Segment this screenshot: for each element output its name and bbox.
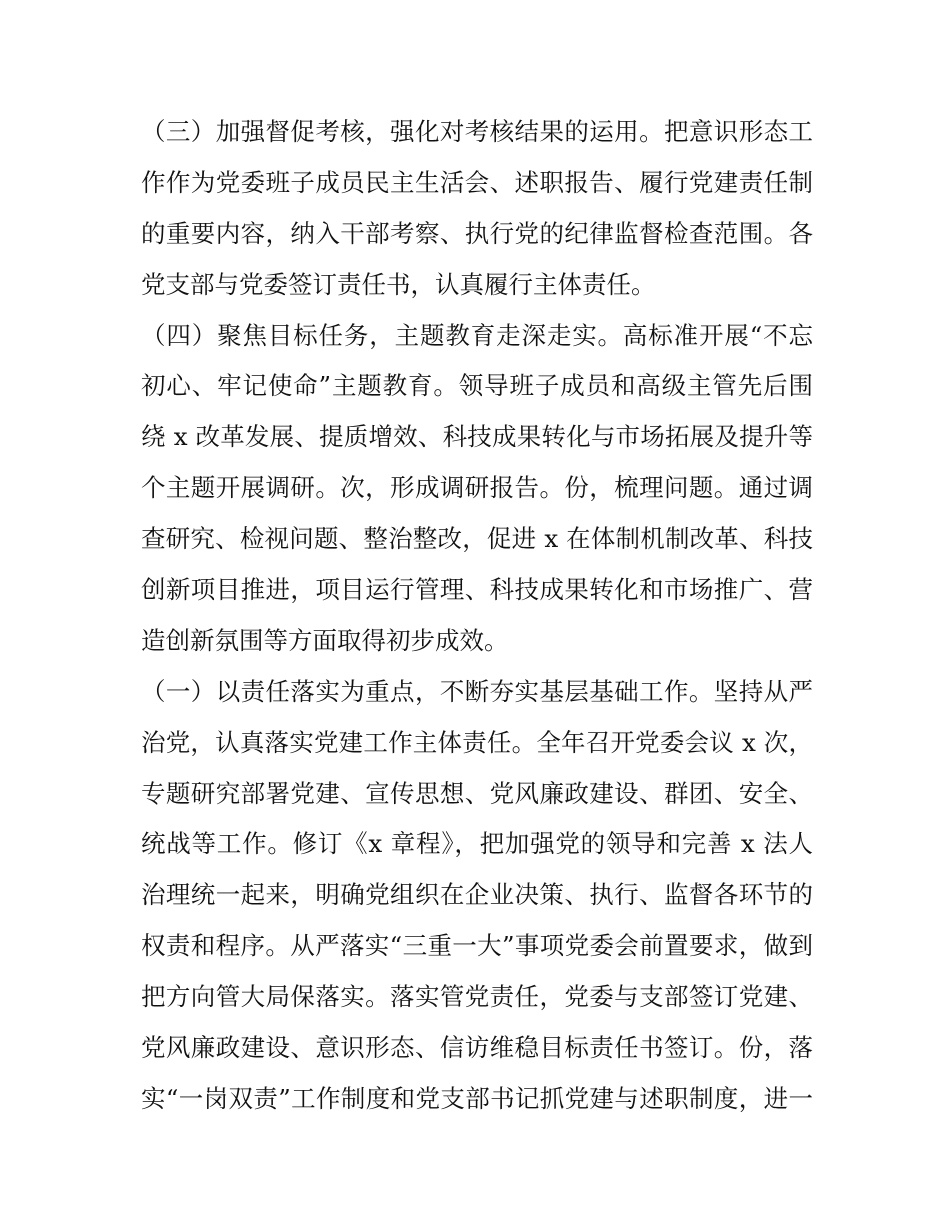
paragraph-line: 治理统一起来，明确党组织在企业决策、执行、监督各环节的 — [141, 880, 813, 910]
paragraph-line: 个主题开展调研。次，形成调研报告。份，梳理问题。通过调 — [141, 473, 813, 503]
paragraph-line: 作作为党委班子成员民主生活会、述职报告、履行党建责任制 — [141, 167, 813, 197]
paragraph-line: 把方向管大局保落实。落实管党责任，党委与支部签订党建、 — [141, 982, 813, 1012]
paragraph-line: 治党，认真落实党建工作主体责任。全年召开党委会议 x 次， — [141, 727, 813, 757]
paragraph-line: （一）以责任落实为重点，不断夯实基层基础工作。坚持从严 — [141, 676, 813, 706]
paragraph-line: 权责和程序。从严落实“三重一大”事项党委会前置要求，做到 — [141, 931, 813, 961]
paragraph-line: 党风廉政建设、意识形态、信访维稳目标责任书签订。份，落 — [141, 1033, 813, 1063]
paragraph-line: 造创新氛围等方面取得初步成效。 — [141, 625, 509, 655]
paragraph-line: （四）聚焦目标任务，主题教育走深走实。高标准开展“不忘 — [141, 320, 813, 350]
paragraph-line: 创新项目推进，项目运行管理、科技成果转化和市场推广、营 — [141, 575, 813, 605]
paragraph-line: 绕 x 改革发展、提质增效、科技成果转化与市场拓展及提升等 — [141, 422, 813, 452]
paragraph-line: 的重要内容，纳入干部考察、执行党的纪律监督检查范围。各 — [141, 218, 813, 248]
paragraph-line: 初心、牢记使命”主题教育。领导班子成员和高级主管先后围 — [141, 371, 813, 401]
paragraph-line: 实“一岗双责”工作制度和党支部书记抓党建与述职制度，进一 — [141, 1083, 813, 1113]
paragraph-line: 专题研究部署党建、宣传思想、党风廉政建设、群团、安全、 — [141, 778, 813, 808]
paragraph-line: （三）加强督促考核，强化对考核结果的运用。把意识形态工 — [141, 117, 813, 146]
paragraph-line: 查研究、检视问题、整治整改，促进 x 在体制机制改革、科技 — [141, 524, 813, 554]
paragraph-line: 统战等工作。修订《x 章程》，把加强党的领导和完善 x 法人 — [141, 829, 813, 859]
body-text — [141, 107, 813, 1125]
paragraph-line: 党支部与党委签订责任书，认真履行主体责任。 — [141, 269, 656, 299]
